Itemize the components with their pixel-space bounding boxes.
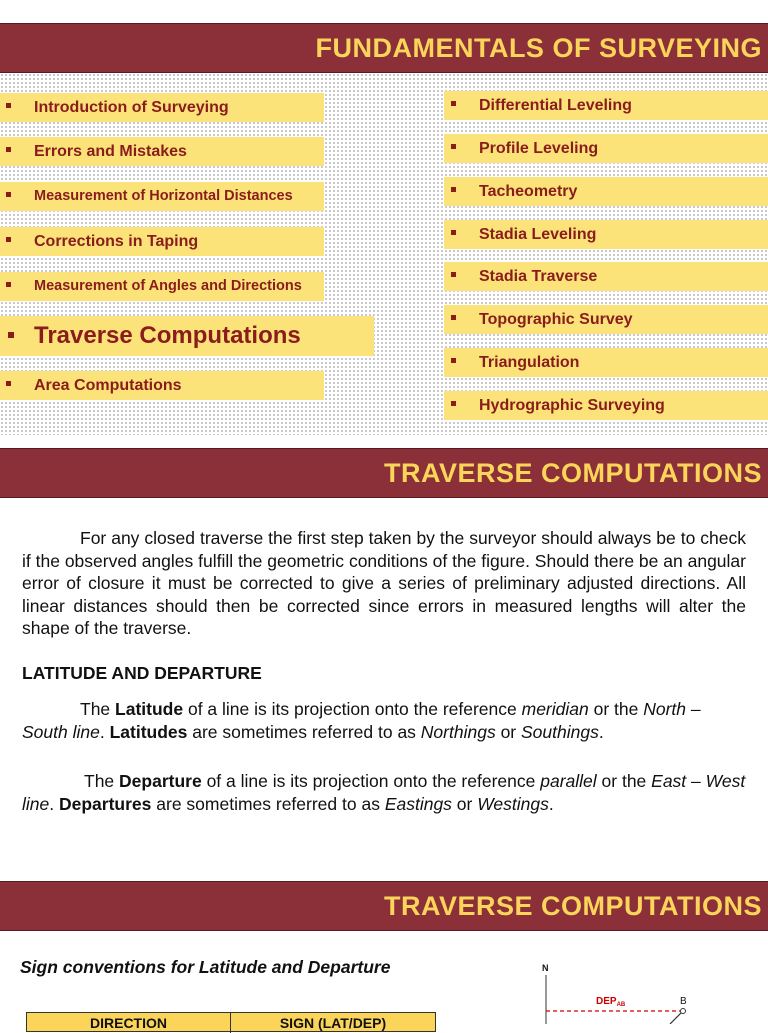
- topic-label: Traverse Computations: [34, 322, 301, 349]
- topic-topographic-survey[interactable]: [444, 305, 768, 334]
- text: .: [548, 793, 554, 814]
- sign-convention-table: [26, 1012, 436, 1032]
- table-header-direction: DIRECTION: [27, 1013, 231, 1033]
- square-bullet-icon: [451, 187, 456, 192]
- topic-introduction-of-surveying[interactable]: [0, 93, 324, 122]
- square-bullet-icon: [8, 332, 14, 338]
- topic-label: Introduction of Surveying: [34, 99, 229, 116]
- text: .: [49, 793, 59, 814]
- square-bullet-icon: [451, 144, 456, 149]
- term-westings: Westings: [477, 793, 549, 814]
- north-label: N: [542, 963, 549, 973]
- term-latitudes: Latitudes: [109, 721, 188, 742]
- sign-conventions-caption: Sign conventions for Latitude and Departure: [20, 957, 391, 977]
- term-east-west-line: East – West line: [22, 771, 746, 814]
- topic-label: Area Computations: [34, 377, 182, 394]
- topic-label: Measurement of Angles and Directions: [34, 278, 302, 294]
- square-bullet-icon: [6, 192, 11, 197]
- topic-label: Differential Leveling: [479, 97, 632, 114]
- point-b-marker: [681, 1009, 686, 1014]
- intro-paragraph: For any closed traverse the first step taken by the surveyor should always be to check if the observed angles fulfill the geometric conditions of the figure. Should there be an angular error of closure it must be corrected to give a series of preliminary adjusted directions. All linear distances should then be corrected since errors in measured lengths will alter the shape of the traverse.: [22, 528, 746, 638]
- term-eastings: Eastings: [384, 793, 452, 814]
- topic-label: Triangulation: [479, 354, 580, 371]
- text: of a line is its projection onto the reference: [201, 771, 541, 791]
- departure-paragraph: [22, 770, 746, 815]
- latitude-departure-heading: LATITUDE AND DEPARTURE: [22, 663, 262, 683]
- text: are sometimes referred to as: [187, 721, 421, 742]
- text: or: [451, 793, 478, 814]
- topic-label: Hydrographic Surveying: [479, 397, 665, 414]
- square-bullet-icon: [6, 103, 11, 108]
- topic-errors-and-mistakes[interactable]: [0, 137, 324, 166]
- topic-measurement-of-angles-and-directions[interactable]: [0, 272, 324, 301]
- topic-stadia-traverse[interactable]: [444, 262, 768, 291]
- topic-hydrographic-surveying[interactable]: [444, 391, 768, 420]
- square-bullet-icon: [451, 315, 456, 320]
- topic-label: Stadia Leveling: [479, 226, 597, 243]
- square-bullet-icon: [451, 272, 456, 277]
- square-bullet-icon: [6, 237, 11, 242]
- topic-tacheometry[interactable]: [444, 177, 768, 206]
- text: are sometimes referred to as: [151, 793, 385, 814]
- topic-traverse-computations[interactable]: [0, 316, 374, 356]
- text: .: [598, 721, 604, 742]
- square-bullet-icon: [451, 230, 456, 235]
- topic-label: Topographic Survey: [479, 311, 633, 328]
- term-northings: Northings: [420, 721, 496, 742]
- topic-area-computations[interactable]: [0, 371, 324, 400]
- square-bullet-icon: [6, 282, 11, 287]
- latitude-paragraph: [22, 698, 746, 743]
- section-banner-traverse-computations: [0, 448, 768, 498]
- topic-label: Measurement of Horizontal Distances: [34, 188, 293, 204]
- text: or: [495, 721, 521, 742]
- topic-label: Profile Leveling: [479, 140, 599, 157]
- topic-differential-leveling[interactable]: [444, 91, 768, 120]
- square-bullet-icon: [451, 101, 456, 106]
- topic-measurement-of-horizontal-distances[interactable]: [0, 182, 324, 211]
- section-title: TRAVERSE COMPUTATIONS: [383, 458, 762, 488]
- topic-corrections-in-taping[interactable]: [0, 227, 324, 256]
- text: or the: [588, 699, 644, 719]
- topic-label: Corrections in Taping: [34, 233, 199, 250]
- dep-label: $DEP_{AB}$: [596, 996, 626, 1008]
- topic-label: Tacheometry: [479, 183, 578, 200]
- section-title: TRAVERSE COMPUTATIONS: [383, 891, 762, 921]
- square-bullet-icon: [6, 381, 11, 386]
- table-header-sign: SIGN (LAT/DEP): [279, 1015, 387, 1031]
- term-departure: Departure: [119, 771, 202, 791]
- term-latitude: Latitude: [115, 699, 184, 719]
- term-meridian: meridian: [521, 699, 589, 719]
- topic-profile-leveling[interactable]: [444, 134, 768, 163]
- latitude-departure-diagram: [530, 955, 710, 1024]
- term-southings: Southings: [521, 721, 599, 742]
- square-bullet-icon: [451, 358, 456, 363]
- text: The: [80, 699, 116, 719]
- topic-label: Errors and Mistakes: [34, 143, 187, 160]
- point-b-label: B: [680, 996, 687, 1007]
- text: or the: [596, 771, 652, 791]
- text: of a line is its projection onto the reference: [183, 699, 522, 719]
- topic-stadia-leveling[interactable]: [444, 220, 768, 249]
- term-parallel: parallel: [540, 771, 597, 791]
- square-bullet-icon: [451, 401, 456, 406]
- term-departures: Departures: [58, 793, 152, 814]
- section-banner-traverse-computations-2: [0, 881, 768, 931]
- text: The: [84, 771, 120, 791]
- page-title: FUNDAMENTALS OF SURVEYING: [315, 33, 762, 63]
- square-bullet-icon: [6, 147, 11, 152]
- topic-label: Stadia Traverse: [479, 268, 598, 285]
- header-banner: [0, 23, 768, 73]
- topic-triangulation[interactable]: [444, 348, 768, 377]
- term-north-south-line: North – South line: [22, 699, 701, 742]
- text: .: [99, 721, 110, 742]
